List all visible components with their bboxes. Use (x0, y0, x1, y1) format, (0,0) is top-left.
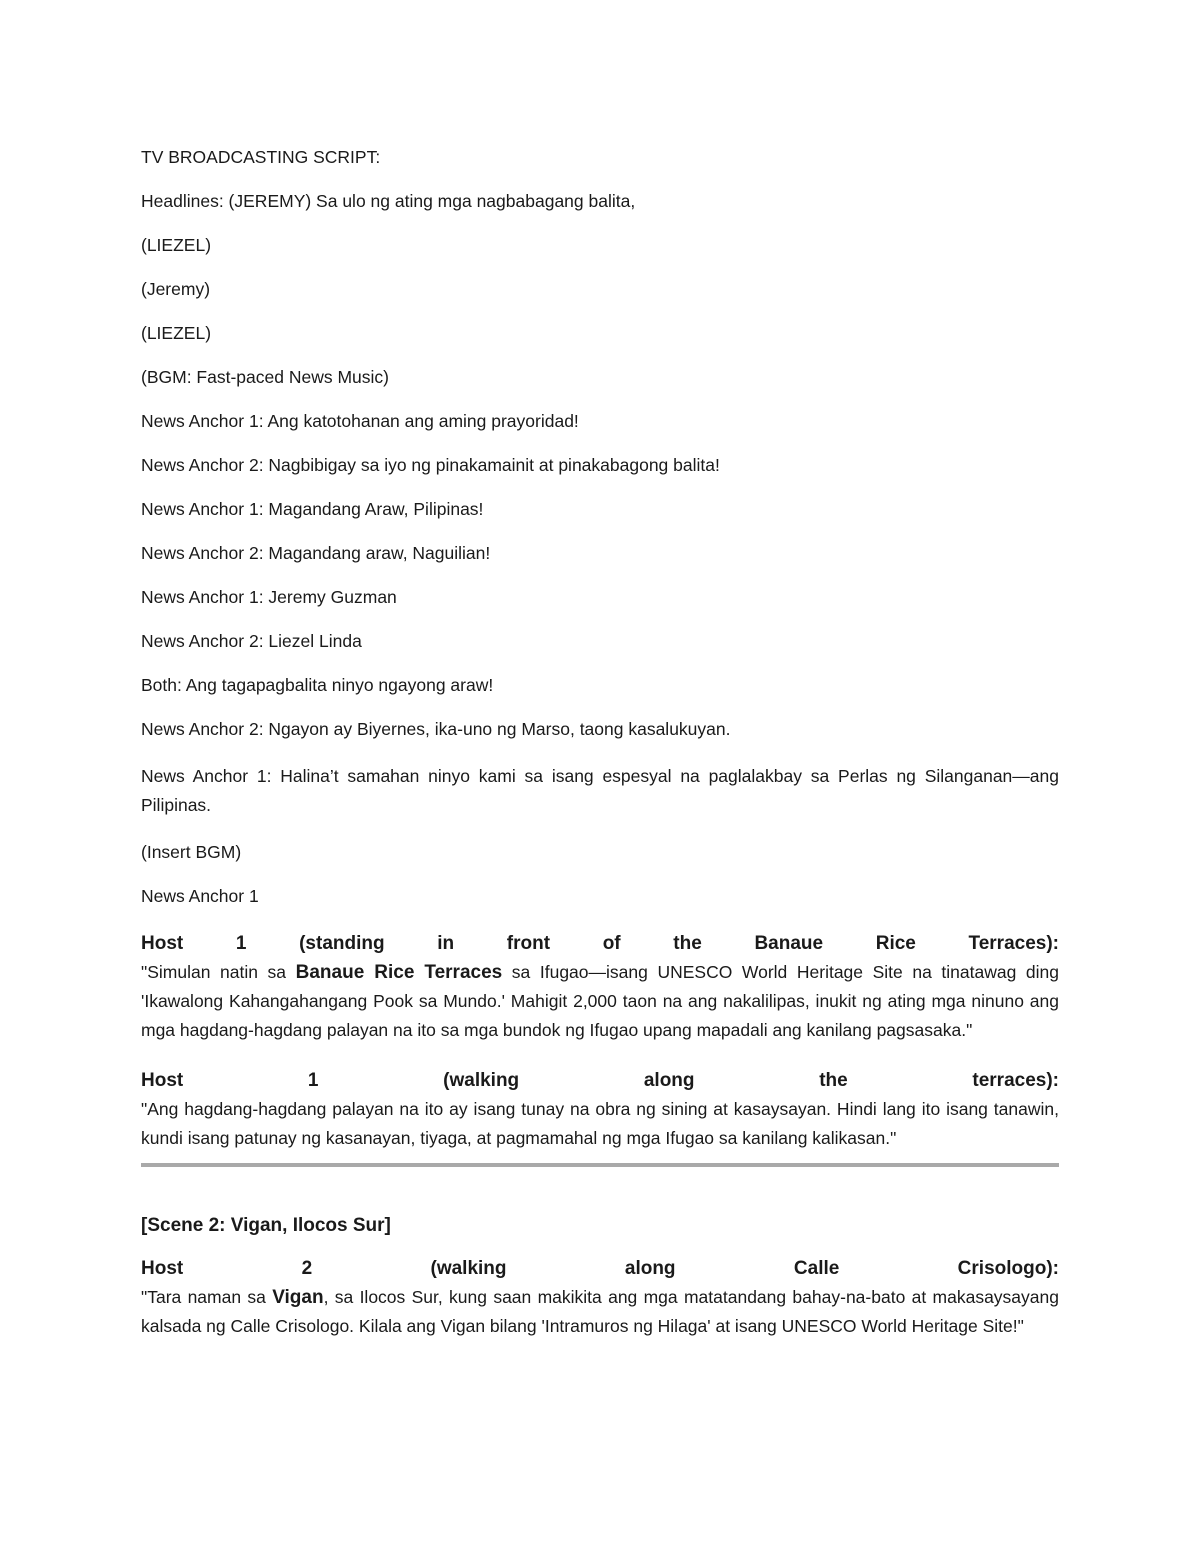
script-line-long: News Anchor 1: Halina’t samahan ninyo kami sa isang espesyal na paglalakbay sa Perlas ng Silanganan—ang Pilipinas. (141, 766, 1059, 815)
script-line: News Anchor 2: Liezel Linda (141, 631, 362, 651)
host-heading: Host 2 (walking along Calle Crisologo): (141, 1258, 1059, 1279)
script-line: (Insert BGM) (141, 842, 242, 862)
host2-segment-vigan (141, 1254, 1059, 1341)
script-line: (BGM: Fast-paced News Music) (141, 367, 389, 387)
host-heading: Host 1 (walking along the terraces): (141, 1070, 1059, 1091)
script-line: News Anchor 1: Jeremy Guzman (141, 587, 397, 607)
host1-segment-banaue (141, 929, 1059, 1045)
dialogue-text: "Tara naman sa (141, 1287, 273, 1307)
dialogue-text: "Simulan natin sa (141, 962, 296, 982)
script-line: (LIEZEL) (141, 235, 212, 255)
script-line: News Anchor 1 (141, 886, 259, 906)
script-line: (LIEZEL) (141, 323, 212, 343)
dialogue-text: , sa Ilocos Sur, kung saan makikita ang mga matatandang bahay-na-bato at makasaysayang kalsada ng Calle Crisologo. Kilala ang Vigan bilang 'Intramuros ng Hilaga' at isang UNESCO World Heritage Site!" (141, 1287, 1059, 1336)
dialogue-emphasis: Banaue Rice Terraces (295, 962, 503, 983)
host-heading: Host 1 (standing in front of the Banaue Rice Terraces): (141, 933, 1059, 954)
host-dialogue: "Ang hagdang-hagdang palayan na ito ay isang tunay na obra ng sining at kasaysayan. Hindi lang ito isang tanawin, kundi isang patunay ng kasanayan, tiyaga, at pagmamahal ng mga Ifugao sa kanilang kalikasan." (141, 1099, 1059, 1148)
dialogue-text: sa Ifugao—isang UNESCO World Heritage Site na tinatawag ding 'Ikawalong Kahangahangang Pook sa Mundo.' Mahigit 2,000 taon na ang nakalilipas, inukit ng ating mga ninuno ang mga hagdang-hagdang palayan na ito sa mga bundok ng Ifugao upang mapadali ang kanilang pagsasaka." (141, 962, 1059, 1040)
script-line: News Anchor 2: Magandang araw, Naguilian! (141, 543, 491, 563)
scene-heading: [Scene 2: Vigan, Ilocos Sur] (141, 1215, 391, 1236)
script-line: Both: Ang tagapagbalita ninyo ngayong araw! (141, 675, 494, 695)
script-line: News Anchor 1: Ang katotohanan ang aming prayoridad! (141, 411, 579, 431)
host-dialogue (141, 958, 1059, 1045)
host-dialogue (141, 1283, 1059, 1341)
script-line: News Anchor 1: Magandang Araw, Pilipinas! (141, 499, 484, 519)
dialogue-emphasis: Vigan (272, 1287, 324, 1308)
document-title: TV BROADCASTING SCRIPT: (141, 147, 381, 167)
script-line: News Anchor 2: Nagbibigay sa iyo ng pinakamainit at pinakabagong balita! (141, 455, 720, 475)
host1-segment-terraces (141, 1066, 1059, 1153)
script-line: News Anchor 2: Ngayon ay Biyernes, ika-uno ng Marso, taong kasalukuyan. (141, 719, 731, 739)
horizontal-divider (141, 1163, 1059, 1167)
script-body (141, 146, 1059, 1362)
script-line: (Jeremy) (141, 279, 211, 299)
script-line: Headlines: (JEREMY) Sa ulo ng ating mga nagbabagang balita, (141, 191, 636, 211)
